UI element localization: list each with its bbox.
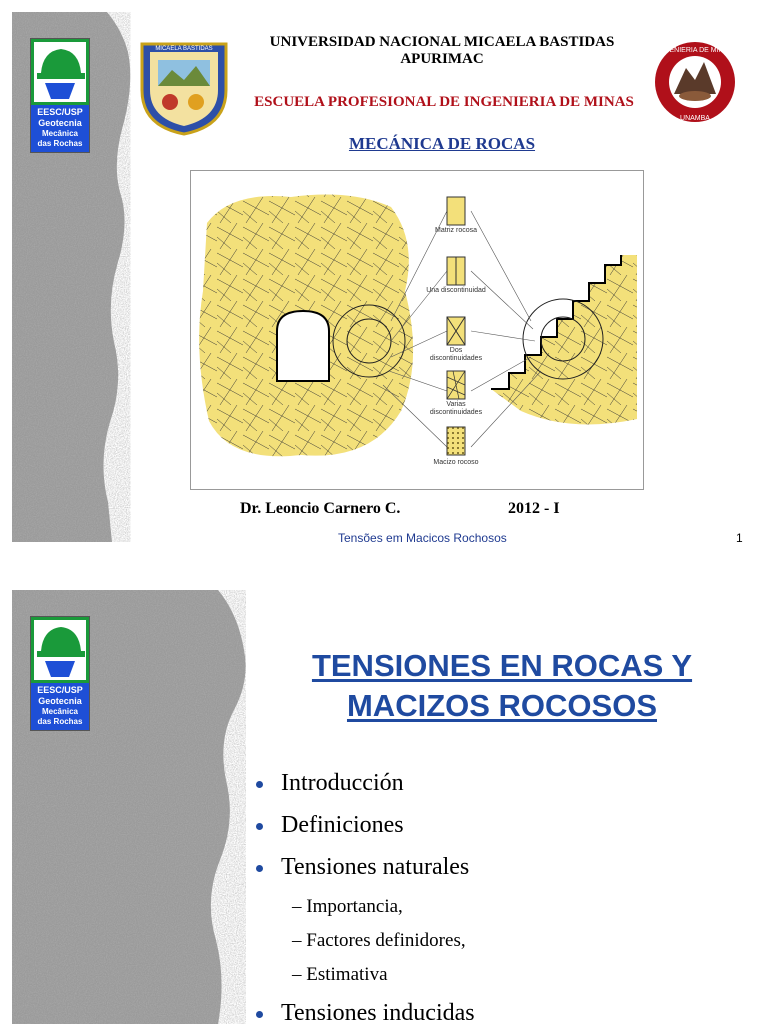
slide-1 bbox=[12, 12, 756, 542]
figure-label-5: Macizo rocoso bbox=[433, 459, 479, 466]
course-title: MECÁNICA DE ROCAS bbox=[348, 134, 536, 153]
badge-line-3: Mecânica bbox=[41, 707, 79, 716]
hardhat-logo-icon bbox=[31, 617, 89, 683]
badge-line-3: Mecânica bbox=[41, 129, 79, 138]
slide-title-line-1: TENSIONES EN ROCAS Y bbox=[311, 648, 693, 683]
bullet-item bbox=[256, 770, 404, 797]
bullet-dot-icon bbox=[256, 823, 263, 830]
eesc-usp-badge bbox=[30, 38, 90, 153]
figure-label-3: Dos discontinuidades bbox=[429, 347, 483, 362]
bullet-item bbox=[256, 854, 469, 881]
bullet-item bbox=[256, 812, 404, 839]
school-name: ESCUELA PROFESIONAL DE INGENIERIA DE MINAS bbox=[254, 94, 634, 110]
badge-line-4: das Rochas bbox=[37, 717, 83, 726]
slide-2 bbox=[12, 590, 756, 1024]
figure-label-2: Una discontinuidad bbox=[426, 287, 486, 294]
badge-line-4: das Rochas bbox=[37, 139, 83, 148]
rock-mass-diagram bbox=[190, 170, 644, 490]
figure-label-4: Varias discontinuidades bbox=[429, 401, 483, 416]
eesc-usp-badge bbox=[30, 616, 90, 731]
mining-engineering-crest-icon bbox=[654, 38, 736, 128]
figure-label-1: Matriz rocosa bbox=[434, 227, 477, 234]
university-name: UNIVERSIDAD NACIONAL MICAELA BASTIDAS bbox=[269, 34, 615, 50]
sub-bullet-text: Importancia, bbox=[306, 896, 403, 917]
crest-left-text: MICAELA BASTIDAS bbox=[155, 46, 213, 52]
badge-line-1: EESC/USP bbox=[37, 685, 83, 695]
slide-title-line-2: MACIZOS ROCOSOS bbox=[346, 688, 657, 723]
bullet-dot-icon bbox=[256, 781, 263, 788]
sub-bullet-item: – Factores definidores, bbox=[292, 930, 466, 951]
bullet-dot-icon bbox=[256, 1011, 263, 1018]
bullet-text: Tensiones naturales bbox=[281, 854, 470, 880]
bullet-item bbox=[256, 1000, 475, 1024]
sub-bullet-item: – Estimativa bbox=[292, 964, 388, 985]
slide-title bbox=[272, 646, 732, 726]
hardhat-logo-icon bbox=[31, 39, 89, 105]
bullet-text: Definiciones bbox=[281, 812, 404, 838]
bullet-text: Tensiones inducidas bbox=[281, 1000, 475, 1024]
page-number: 1 bbox=[736, 531, 743, 542]
university-crest-icon bbox=[138, 40, 230, 136]
author-name: Dr. Leoncio Carnero C. bbox=[240, 500, 401, 517]
slide-footer: Tensões em Macicos Rochosos bbox=[338, 531, 507, 542]
semester: 2012 - I bbox=[508, 500, 560, 517]
university-region: APURIMAC bbox=[400, 51, 484, 67]
bullet-dot-icon bbox=[256, 865, 263, 872]
badge-line-2: Geotecnia bbox=[38, 118, 82, 128]
sub-bullet-item: – Importancia, bbox=[292, 896, 403, 917]
crest-right-text: INGENIERIA DE MINAS bbox=[657, 47, 733, 54]
bullet-text: Introducción bbox=[281, 770, 404, 796]
sub-bullet-text: Factores definidores, bbox=[306, 930, 466, 951]
badge-line-2: Geotecnia bbox=[38, 696, 82, 706]
crest-right-bottom-text: UNAMBA bbox=[680, 115, 710, 122]
sub-bullet-text: Estimativa bbox=[306, 964, 388, 985]
badge-line-1: EESC/USP bbox=[37, 107, 83, 117]
